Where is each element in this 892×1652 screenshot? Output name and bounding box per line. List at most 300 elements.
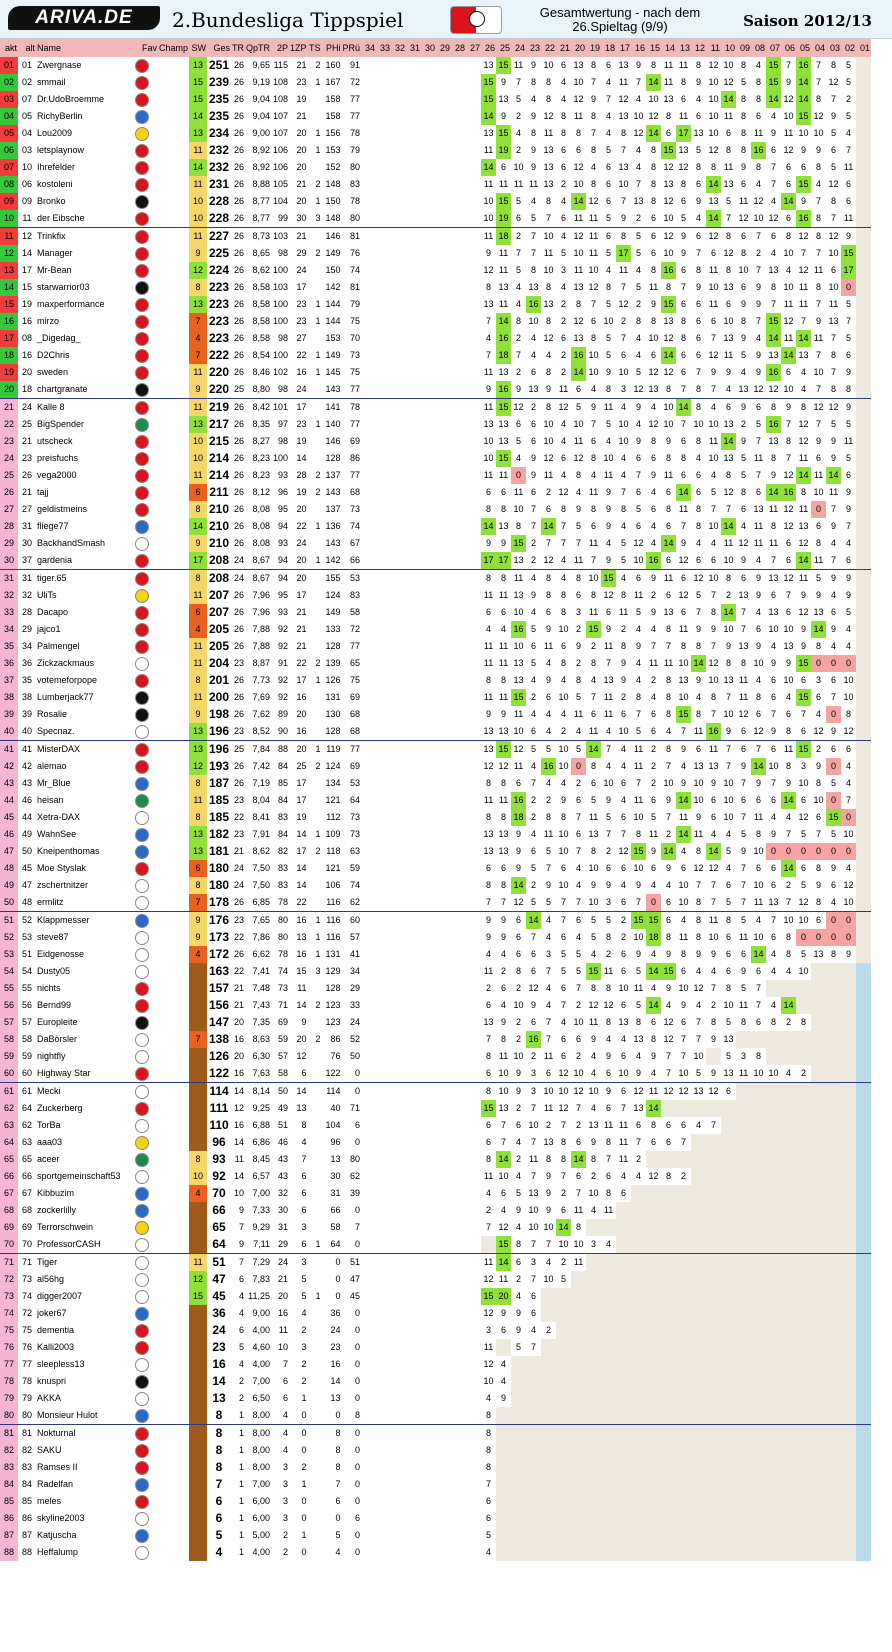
player-name[interactable]: tajj [37,487,49,497]
matchday-points: 6 [531,846,537,856]
phi-value: 145 [325,367,341,377]
matchday-points [796,1288,811,1305]
matchday-points: 5 [801,829,807,839]
matchday-points [766,1390,781,1407]
matchday-points: 6 [681,1120,687,1130]
matchday-cell-empty [391,518,406,535]
player-name[interactable]: Dacapo [37,607,69,617]
favorite-club-icon [126,1048,158,1065]
2p-value: 91 [278,658,289,668]
matchday-points: 7 [591,299,597,309]
matchday-points: 8 [501,504,507,514]
player-name[interactable]: preisfuchs [37,453,79,463]
player-name[interactable]: Lumberjack77 [37,692,94,702]
ts-value: 1 [315,675,321,685]
ts-value [308,1065,322,1083]
matchday-points: 5 [831,128,837,138]
matchday-points: 6 [741,795,747,805]
matchday-points: 13 [723,419,734,429]
matchday-points: 6 [771,880,777,890]
matchday-points: 10 [708,521,719,531]
matchday-cell-empty [466,484,481,501]
player-name[interactable]: BigSpender [37,419,85,429]
matchday-points: 14 [811,621,826,638]
player-name[interactable]: zockerlilly [37,1205,77,1215]
matchday-points: 2 [531,692,537,702]
matchday-points: 12 [573,94,584,104]
matchday-cell-empty [466,416,481,433]
matchday-points: 6 [486,1137,492,1147]
player-name[interactable]: Kneipenthomas [37,846,100,856]
matchday-points: 4 [561,77,567,87]
matchday-points: 15 [796,108,811,125]
player-name[interactable]: Europleite [37,1017,78,1027]
matchday-points [571,1288,586,1305]
phi-value: 152 [325,162,341,172]
player-name[interactable]: DaBörsler [37,1034,78,1044]
matchday-points: 12 [753,196,764,206]
matchday-points: 9 [741,846,747,856]
matchday-points: 7 [756,470,762,480]
club-crest-icon [135,469,149,483]
player-name[interactable]: jajco1 [37,624,61,634]
player-name[interactable]: BackhandSmash [37,538,106,548]
player-name[interactable]: ProfessorCASH [36,1236,126,1254]
pru-value: 0 [355,1325,361,1335]
matchday-points [526,1356,541,1373]
player-name[interactable]: WahnSee [37,829,77,839]
matchday-cell-empty [376,57,391,74]
matchday-cell-empty [406,621,421,638]
matchday-points [691,1407,706,1425]
player-name[interactable]: Mr-Bean [37,265,72,275]
player-name[interactable]: skyline2003 [37,1513,85,1523]
favorite-club-icon [126,1168,158,1185]
matchday-points: 4 [546,709,552,719]
player-name[interactable]: SAKU [37,1445,62,1455]
matchday-cell-empty [376,108,391,125]
player-name[interactable]: gardenia [36,552,126,570]
player-name[interactable]: geldistmeins [37,504,88,514]
matchday-points [841,1065,856,1083]
matchday-points [826,1083,841,1101]
matchday-cell-empty [466,518,481,535]
matchday-points: 11 [663,573,674,583]
player-name[interactable]: Terrorschwein [37,1222,94,1232]
matchday-points: 9 [681,744,687,754]
matchday-points: 13 [663,179,674,189]
player-name[interactable]: vega2000 [37,470,77,480]
matchday-points: 11 [633,795,644,805]
matchday-points [646,1425,661,1443]
player-name[interactable]: Heffalump [37,1547,78,1557]
player-name[interactable]: knuspri [37,1376,67,1386]
matchday-points: 12 [663,367,674,377]
matchday-points: 11 [813,265,824,275]
matchday-points [856,655,871,672]
total-points: 214 [209,468,230,482]
matchday-points: 4 [606,111,612,121]
matchday-points [511,1442,526,1459]
player-name[interactable]: Nokturnal [37,1428,76,1438]
matchday-cell-empty [391,1031,406,1048]
pru-value: 63 [350,846,361,856]
1zp-value: 20 [289,552,308,570]
matchday-cell-empty [376,1476,391,1493]
matchday-points: 5 [561,248,567,258]
matchday-points [496,1527,511,1544]
matchday-points: 2 [621,932,627,942]
matchday-points [526,1544,541,1561]
matchday-points: 11 [513,487,524,497]
player-name[interactable]: smmail [37,77,66,87]
matchday-cell-empty [436,501,451,518]
matchday-points [856,980,871,997]
ts-value [308,1083,322,1101]
player-name[interactable]: al56hg [37,1274,65,1284]
matchday-points: 8 [801,402,807,412]
player-name[interactable]: chartgranate [36,381,126,399]
rank-current: 07 [0,159,18,176]
matchday-points [541,1544,556,1561]
matchday-cell-empty [361,552,376,570]
matchday-cell-empty [421,296,436,313]
matchday-points: 6 [831,675,837,685]
player-name[interactable]: Radelfan [37,1479,74,1489]
matchday-points: 5 [601,210,616,228]
total-points: 45 [212,1289,226,1303]
player-name[interactable]: sleepless13 [37,1359,85,1369]
sw-value: 15 [189,1288,207,1305]
matchday-points: 5 [676,210,691,228]
player-name[interactable]: der Eibsche [36,210,126,228]
phi-value: 31 [330,1188,341,1198]
player-name[interactable]: aceer [37,1154,60,1164]
matchday-cell-empty [361,723,376,741]
matchday-points [526,1476,541,1493]
player-name[interactable]: Klappmesser [37,915,90,925]
matchday-cell-empty [436,1271,451,1288]
matchday-cell-empty [406,501,421,518]
total-points: 6 [215,1494,223,1508]
matchday-points: 9 [801,196,807,206]
matchday-cell-empty [436,484,451,501]
player-name[interactable]: MisterDAX [37,744,81,754]
player-name[interactable]: zschertnitzer [37,880,89,890]
matchday-points: 11 [783,333,794,343]
player-name[interactable]: TorBa [37,1120,61,1130]
player-name[interactable]: Ramses II [37,1462,78,1472]
sw-value: 12 [189,758,207,775]
matchday-cell-empty [466,963,481,980]
player-name[interactable]: Specnaz. [36,723,126,741]
matchday-points: 7 [576,1103,582,1113]
player-name[interactable]: nichts [37,983,61,993]
matchday-points: 5 [636,1000,642,1010]
matchday-cell-empty [391,262,406,279]
player-name[interactable]: votemeforpope [37,675,98,685]
matchday-points [796,1083,811,1101]
matchday-points: 6 [621,350,627,360]
matchday-points: 7 [846,521,852,531]
player-name[interactable]: tiger.65 [37,573,67,583]
player-name[interactable]: Bronko [37,196,66,206]
player-name[interactable]: aaa03 [37,1137,63,1147]
matchday-points: 4 [531,607,537,617]
matchday-points: 6 [726,932,732,942]
matchday-cell-empty [421,1288,436,1305]
rank-previous: 63 [21,1137,32,1147]
phi-value: 128 [325,983,341,993]
player-name[interactable]: Trinkfix [37,231,66,241]
total-points: 14 [212,1374,226,1388]
player-name[interactable]: starwarrior03 [37,282,90,292]
matchday-points: 11 [483,367,494,377]
matchday-points: 5 [561,1274,567,1284]
sw-value [189,1305,207,1322]
matchday-points: 6 [666,590,672,600]
player-name[interactable]: Rosalie [37,709,68,719]
phi-value: 122 [322,1065,342,1083]
matchday-cell-empty [451,467,466,484]
matchday-points [766,1031,781,1048]
player-name[interactable]: Mecki [37,1086,61,1096]
matchday-cell-empty [376,1288,391,1305]
player-name[interactable]: Kalle 8 [37,402,65,412]
matchday-points: 8 [816,231,822,241]
matchday-points: 13 [663,316,674,326]
phi-value: 129 [325,966,341,976]
ts-value: 1 [315,196,321,206]
phi-value: 116 [326,915,341,925]
player-name[interactable]: Manager [37,248,73,258]
player-name[interactable]: Kalli2003 [37,1342,75,1352]
player-name[interactable]: Palmengel [37,641,80,651]
matchday-points: 11 [648,658,659,668]
matchday-points [856,228,871,246]
favorite-club-icon [126,723,158,741]
matchday-points: 4 [636,1171,642,1181]
matchday-points: 6 [606,607,612,617]
rank-current: 45 [0,809,18,826]
player-name[interactable]: meles [37,1496,62,1506]
matchday-points: 11 [498,795,509,805]
favorite-club-icon [126,74,158,91]
player-name[interactable]: mirzo [37,316,59,326]
matchday-points [856,535,871,552]
player-name[interactable]: joker67 [37,1308,67,1318]
pru-value: 53 [350,778,361,788]
player-name[interactable]: dementia [37,1325,75,1335]
player-name[interactable]: sweden [37,367,69,377]
player-name[interactable]: RichyBerlin [37,111,83,121]
table-row [0,74,871,91]
2p-value: 4 [271,1407,289,1425]
player-name[interactable]: sportgemeinschaft53 [37,1171,121,1181]
player-name[interactable]: alemao [37,761,67,771]
matchday-points [766,1407,781,1425]
phi-value: 36 [330,1308,341,1318]
matchday-points: 8 [576,1222,582,1232]
player-name[interactable]: Eidgenosse [37,949,85,959]
player-name[interactable]: ermlitz [36,894,126,912]
player-name[interactable]: steve87 [37,932,69,942]
matchday-cell-empty [376,433,391,450]
matchday-points [691,1527,706,1544]
player-name[interactable]: Xetra-DAX [37,812,81,822]
favorite-club-icon [126,1442,158,1459]
matchday-cell-empty [421,552,436,570]
matchday-points: 9 [846,573,852,583]
matchday-points [586,1442,601,1459]
player-name[interactable]: fliege77 [37,521,69,531]
tr-value: 26 [234,179,245,189]
player-name[interactable]: Katjuscha [37,1530,77,1540]
matchday-points: 8 [666,932,672,942]
player-name[interactable]: digger2007 [37,1291,83,1301]
table-row [0,535,871,552]
matchday-points: 9 [606,1051,612,1061]
matchday-points: 11 [588,487,599,497]
matchday-points [526,1527,541,1544]
player-name[interactable]: _Digedag_ [37,333,81,343]
matchday-points [856,997,871,1014]
rank-previous: 55 [21,983,32,993]
pru-value: 0 [355,1137,361,1147]
champion-icon [158,296,189,313]
matchday-points: 14 [481,108,496,125]
matchday-points: 8 [831,350,837,360]
matchday-cell-empty [406,1271,421,1288]
matchday-points: 11 [571,552,586,570]
tr-value: 26 [234,949,245,959]
matchday-cell-empty [406,330,421,347]
matchday-cell-empty [436,946,451,963]
player-name[interactable]: Ihrefelder [37,162,76,172]
ariva-logo[interactable]: ARIVA.DE [8,6,160,30]
favorite-club-icon [126,689,158,706]
player-name[interactable]: letsplaynow [37,145,85,155]
player-name[interactable]: utscheck [37,436,73,446]
matchday-points: 2 [486,983,492,993]
matchday-points: 12 [588,1000,599,1010]
matchday-points [826,1407,841,1425]
player-name[interactable]: nightfly [37,1051,66,1061]
matchday-cell-empty [376,1083,391,1101]
pru-value: 73 [350,812,361,822]
phi-value: 30 [330,1171,341,1181]
matchday-cell-empty [406,245,421,262]
matchday-points [661,1373,676,1390]
matchday-points: 8 [816,282,822,292]
matchday-cell-empty [436,1288,451,1305]
matchday-points: 0 [811,843,826,860]
matchday-cell-empty [361,313,376,330]
matchday-points [541,1288,556,1305]
player-name[interactable]: D2Chris [37,350,70,360]
player-name[interactable]: Kibbuzim [37,1188,75,1198]
matchday-cell-empty [421,860,436,877]
matchday-points: 7 [576,983,582,993]
matchday-points: 16 [511,621,526,638]
champion-icon [158,1493,189,1510]
rank-current: 74 [0,1305,18,1322]
player-name[interactable]: Dusty05 [37,966,71,976]
matchday-points [856,1219,871,1236]
matchday-points [856,74,871,91]
matchday-cell-empty [376,1014,391,1031]
player-name[interactable]: Zickzackmaus [37,658,95,668]
matchday-points: 11 [633,983,644,993]
2p-value: 102 [273,367,289,377]
matchday-points [526,1459,541,1476]
matchday-points: 13 [693,761,704,771]
player-name[interactable]: Dr.UdoBroemme [37,94,105,104]
matchday-points: 10 [678,658,689,668]
qptr-value: 7,48 [252,983,271,993]
matchday-points: 6 [526,723,541,741]
player-name[interactable]: Monsieur Hulot [36,1407,126,1425]
player-name[interactable]: Lou2009 [37,128,73,138]
player-name[interactable]: AKKA [37,1393,62,1403]
matchday-points [856,142,871,159]
ts-value [308,1425,322,1443]
matchday-points: 4 [561,675,567,685]
player-name[interactable]: maxperformance [37,299,105,309]
matchday-points: 11 [798,453,809,463]
matchday-points: 6 [571,381,586,399]
tr-value: 26 [231,894,245,912]
2p-value: 103 [273,231,289,241]
matchday-points: 14 [646,963,661,980]
matchday-cell-empty [451,535,466,552]
player-name[interactable]: Tiger [37,1257,58,1267]
player-name[interactable]: heisan [37,795,64,805]
matchday-points: 4 [546,1257,552,1267]
rank-current: 46 [0,826,18,843]
player-name[interactable]: UliTs [37,590,57,600]
matchday-points [511,1493,526,1510]
player-name[interactable]: Bernd99 [37,1000,72,1010]
matchday-points: 12 [798,265,809,275]
player-name[interactable]: Mr_Blue [37,778,71,788]
2p-value: 94 [278,573,289,583]
matchday-points [706,1339,721,1356]
player-name[interactable]: Zwergnase [37,60,82,70]
player-name[interactable]: Zuckerberg [37,1103,83,1113]
matchday-cell-empty [391,296,406,313]
matchday-points: 8 [841,381,856,399]
player-name[interactable]: Moe Styslak [37,863,87,873]
rank-current: 19 [0,364,18,381]
phi-value: 66 [330,1205,341,1215]
player-name[interactable]: Highway Star [36,1065,126,1083]
matchday-points: 14 [586,741,601,759]
matchday-points: 7 [711,590,717,600]
tr-value: 25 [234,744,245,754]
matchday-points: 7 [696,880,702,890]
tr-value: 26 [234,538,245,548]
matchday-points: 11 [753,453,764,463]
matchday-points: 6 [696,179,702,189]
matchday-points: 10 [663,419,674,429]
rank-previous: 28 [21,607,32,617]
qptr-value: 8,77 [245,210,271,228]
matchday-points: 9 [531,162,537,172]
matchday-points: 5 [846,333,852,343]
matchday-points [781,1510,796,1527]
player-name[interactable]: kostoleni [37,179,73,189]
